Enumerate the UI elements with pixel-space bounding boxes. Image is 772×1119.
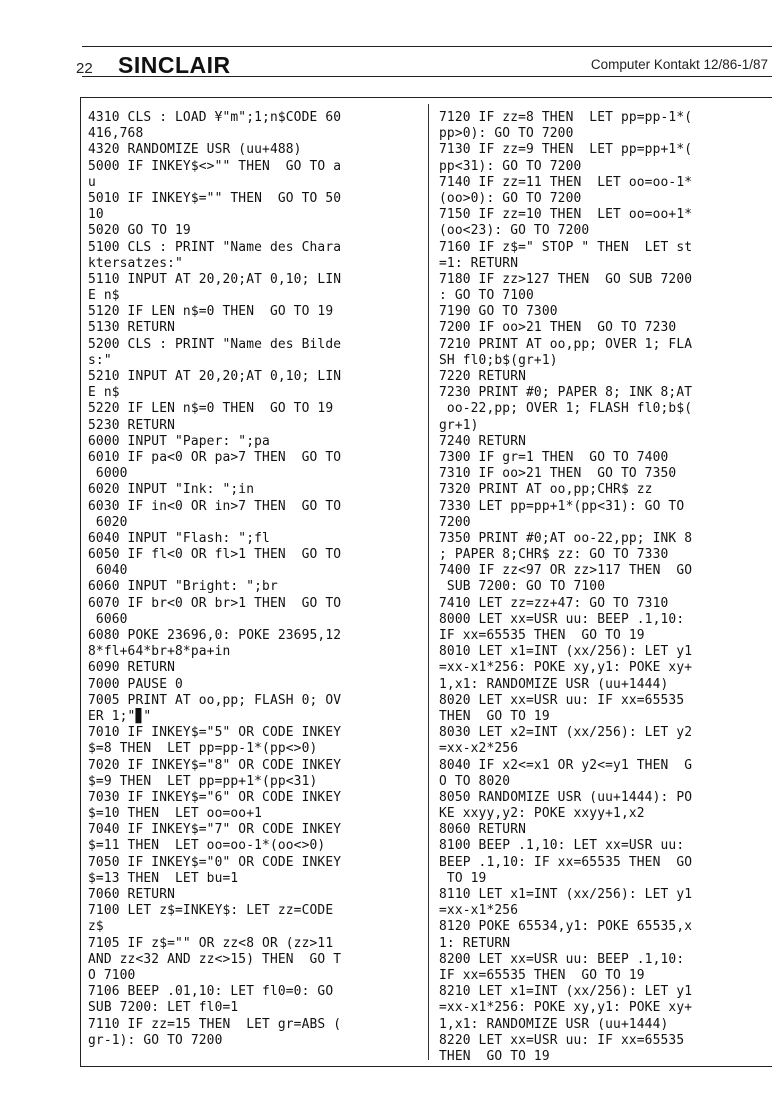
column-divider — [428, 104, 429, 1060]
code-line: 8010 LET x1=INT (xx/256): LET y1 — [439, 644, 693, 660]
magazine-title: SINCLAIR — [118, 52, 231, 78]
code-line: 8050 RANDOMIZE USR (uu+1444): PO — [439, 789, 693, 805]
code-line: 6040 — [88, 563, 128, 579]
code-line: THEN GO TO 19 — [439, 708, 550, 724]
code-line: 8200 LET xx=USR uu: BEEP .1,10: — [439, 951, 685, 967]
code-line: pp<31): GO TO 7200 — [439, 158, 582, 174]
code-line: =xx-x1*256: POKE xy,y1: POKE xy+ — [439, 660, 693, 676]
code-line: 7110 IF zz=15 THEN LET gr=ABS ( — [88, 1016, 342, 1032]
code-line: 7030 IF INKEY$="6" OR CODE INKEY — [88, 789, 342, 805]
code-line: 5230 RETURN — [88, 417, 176, 433]
code-line: $=10 THEN LET oo=oo+1 — [88, 806, 263, 822]
code-line: 8030 LET x2=INT (xx/256): LET y2 — [439, 725, 693, 741]
code-line: 6080 POKE 23696,0: POKE 23695,12 — [88, 628, 342, 643]
code-line: (oo<23): GO TO 7200 — [439, 223, 590, 239]
code-line: 8220 LET xx=USR uu: IF xx=65535 — [439, 1032, 685, 1048]
listing-left-column — [88, 110, 413, 1049]
code-line: 7040 IF INKEY$="7" OR CODE INKEY — [88, 822, 342, 838]
code-line: ktersatzes:" — [88, 255, 183, 271]
code-line: 7180 IF zz>127 THEN GO SUB 7200 — [439, 271, 693, 287]
code-line: 4310 CLS : LOAD ¥"m";1;n$CODE 60 — [88, 110, 342, 125]
code-line: (oo>0): GO TO 7200 — [439, 190, 582, 206]
code-line: 8*fl+64*br+8*pa+in — [88, 644, 231, 660]
code-line: KE xxyy,y2: POKE xxyy+1,x2 — [439, 806, 645, 822]
code-line: =xx-x1*256 — [439, 903, 519, 919]
code-line: 6000 INPUT "Paper: ";pa — [88, 433, 270, 449]
code-line: pp>0): GO TO 7200 — [439, 126, 574, 142]
code-line: O 7100 — [88, 967, 136, 983]
code-line: s:" — [88, 352, 112, 368]
code-line: 5020 GO TO 19 — [88, 223, 191, 239]
code-line: =xx-x1*256: POKE xy,y1: POKE xy+ — [439, 1000, 693, 1016]
code-line: 8210 LET x1=INT (xx/256): LET y1 — [439, 984, 693, 1000]
code-line: =xx-x2*256 — [439, 741, 519, 757]
code-line: 1,x1: RANDOMIZE USR (uu+1444) — [439, 676, 669, 692]
code-line: $=13 THEN LET bu=1 — [88, 870, 239, 886]
code-line: 7210 PRINT AT oo,pp; OVER 1; FLA — [439, 336, 693, 352]
code-line: 7005 PRINT AT oo,pp; FLASH 0; OV — [88, 692, 342, 708]
code-line: 6060 INPUT "Bright: ";br — [88, 579, 278, 595]
code-line: 7300 IF gr=1 THEN GO TO 7400 — [439, 449, 669, 465]
code-line: gr+1) — [439, 417, 479, 433]
code-line: $=9 THEN LET pp=pp+1*(pp<31) — [88, 773, 318, 789]
code-line: 6000 — [88, 466, 128, 482]
code-line: 7320 PRINT AT oo,pp;CHR$ zz — [439, 482, 653, 498]
code-line: E n$ — [88, 385, 120, 401]
code-line: 7330 LET pp=pp+1*(pp<31): GO TO — [439, 498, 685, 514]
code-line: 8020 LET xx=USR uu: IF xx=65535 — [439, 692, 685, 708]
code-line: 6030 IF in<0 OR in>7 THEN GO TO — [88, 498, 342, 514]
code-line: 6050 IF fl<0 OR fl>1 THEN GO TO — [88, 547, 342, 563]
code-line: IF xx=65535 THEN GO TO 19 — [439, 628, 645, 643]
code-line: BEEP .1,10: IF xx=65535 THEN GO — [439, 854, 693, 870]
header-rule-bottom — [82, 76, 772, 77]
code-line: SUB 7200: LET fl0=1 — [88, 1000, 239, 1016]
code-line: 7410 LET zz=zz+47: GO TO 7310 — [439, 595, 669, 611]
code-line: 7200 IF oo>21 THEN GO TO 7230 — [439, 320, 677, 336]
code-line: 7020 IF INKEY$="8" OR CODE INKEY — [88, 757, 342, 773]
code-line: 7310 IF oo>21 THEN GO TO 7350 — [439, 466, 677, 482]
code-line: 5010 IF INKEY$="" THEN GO TO 50 — [88, 190, 342, 206]
code-line: 7140 IF zz=11 THEN LET oo=oo-1* — [439, 174, 693, 190]
code-line: 7240 RETURN — [439, 433, 527, 449]
code-line: 7060 RETURN — [88, 887, 176, 902]
code-line: 6010 IF pa<0 OR pa>7 THEN GO TO — [88, 449, 342, 465]
code-line: gr-1): GO TO 7200 — [88, 1032, 223, 1048]
code-line: O TO 8020 — [439, 773, 511, 789]
code-line: 7350 PRINT #0;AT oo-22,pp; INK 8 — [439, 530, 693, 546]
code-line: $=8 THEN LET pp=pp-1*(pp<>0) — [88, 741, 318, 757]
code-line: 5120 IF LEN n$=0 THEN GO TO 19 — [88, 304, 334, 320]
code-line: 416,768 — [88, 126, 144, 142]
code-line: 6020 — [88, 514, 128, 530]
code-line: 7200 — [439, 514, 471, 530]
code-line: 7050 IF INKEY$="0" OR CODE INKEY — [88, 854, 342, 870]
code-line: 7400 IF zz<97 OR zz>117 THEN GO — [439, 563, 693, 579]
code-line: u — [88, 174, 96, 190]
code-line: : GO TO 7100 — [439, 288, 534, 304]
code-line: 8110 LET x1=INT (xx/256): LET y1 — [439, 887, 693, 902]
page-header — [0, 40, 772, 80]
code-line: 7010 IF INKEY$="5" OR CODE INKEY — [88, 725, 342, 741]
code-line: 7190 GO TO 7300 — [439, 304, 558, 320]
code-line: =1: RETURN — [439, 255, 519, 271]
header-rule-top — [82, 46, 772, 47]
page-number: 22 — [76, 60, 93, 77]
code-line: 7000 PAUSE 0 — [88, 676, 183, 692]
code-line: 5100 CLS : PRINT "Name des Chara — [88, 239, 342, 255]
code-line: ; PAPER 8;CHR$ zz: GO TO 7330 — [439, 547, 669, 563]
code-line: 7220 RETURN — [439, 369, 527, 384]
code-line: 5210 INPUT AT 20,20;AT 0,10; LIN — [88, 369, 342, 384]
code-line: 7150 IF zz=10 THEN LET oo=oo+1* — [439, 207, 693, 223]
code-line: z$ — [88, 919, 104, 935]
code-line: 6090 RETURN — [88, 660, 176, 676]
code-line: TO 19 — [439, 870, 487, 886]
code-line: oo-22,pp; OVER 1; FLASH fl0;b$( — [439, 401, 693, 417]
code-line: 7120 IF zz=8 THEN LET pp=pp-1*( — [439, 110, 693, 125]
issue-label: Computer Kontakt 12/86-1/87 — [590, 57, 768, 72]
code-line: 5130 RETURN — [88, 320, 176, 336]
code-line: 1: RETURN — [439, 935, 511, 951]
code-line: SH fl0;b$(gr+1) — [439, 352, 558, 368]
code-line: THEN GO TO 19 — [439, 1048, 550, 1064]
code-line: 7100 LET z$=INKEY$: LET zz=CODE — [88, 903, 334, 919]
code-line: 4320 RANDOMIZE USR (uu+488) — [88, 142, 302, 158]
code-line: AND zz<32 AND zz<>15) THEN GO T — [88, 951, 342, 967]
code-line: 6040 INPUT "Flash: ";fl — [88, 530, 270, 546]
code-line: 8000 LET xx=USR uu: BEEP .1,10: — [439, 611, 685, 627]
code-line: E n$ — [88, 288, 120, 304]
code-line: 5220 IF LEN n$=0 THEN GO TO 19 — [88, 401, 334, 417]
code-line: 8060 RETURN — [439, 822, 527, 838]
code-line: 7106 BEEP .01,10: LET fl0=0: GO — [88, 984, 334, 1000]
code-line: 6020 INPUT "Ink: ";in — [88, 482, 255, 498]
code-line: 8040 IF x2<=x1 OR y2<=y1 THEN G — [439, 757, 693, 773]
code-line: 1,x1: RANDOMIZE USR (uu+1444) — [439, 1016, 669, 1032]
code-line: 5110 INPUT AT 20,20;AT 0,10; LIN — [88, 271, 342, 287]
code-line: 10 — [88, 207, 104, 223]
listing-right-column — [439, 110, 764, 1065]
code-line: 6070 IF br<0 OR br>1 THEN GO TO — [88, 595, 342, 611]
code-line: SUB 7200: GO TO 7100 — [439, 579, 606, 595]
code-line: 5200 CLS : PRINT "Name des Bilde — [88, 336, 342, 352]
code-line: 7130 IF zz=9 THEN LET pp=pp+1*( — [439, 142, 693, 158]
code-line: 5000 IF INKEY$<>"" THEN GO TO a — [88, 158, 342, 174]
code-line: $=11 THEN LET oo=oo-1*(oo<>0) — [88, 838, 326, 854]
code-line: 6060 — [88, 611, 128, 627]
code-line: ER 1;"▊" — [88, 708, 152, 724]
code-line: 7230 PRINT #0; PAPER 8; INK 8;AT — [439, 385, 693, 401]
code-line: 7160 IF z$=" STOP " THEN LET st — [439, 239, 693, 255]
code-line: 7105 IF z$="" OR zz<8 OR (zz>11 — [88, 935, 334, 951]
code-line: 8100 BEEP .1,10: LET xx=USR uu: — [439, 838, 685, 854]
code-line: 8120 POKE 65534,y1: POKE 65535,x — [439, 919, 693, 935]
code-line: IF xx=65535 THEN GO TO 19 — [439, 967, 645, 983]
